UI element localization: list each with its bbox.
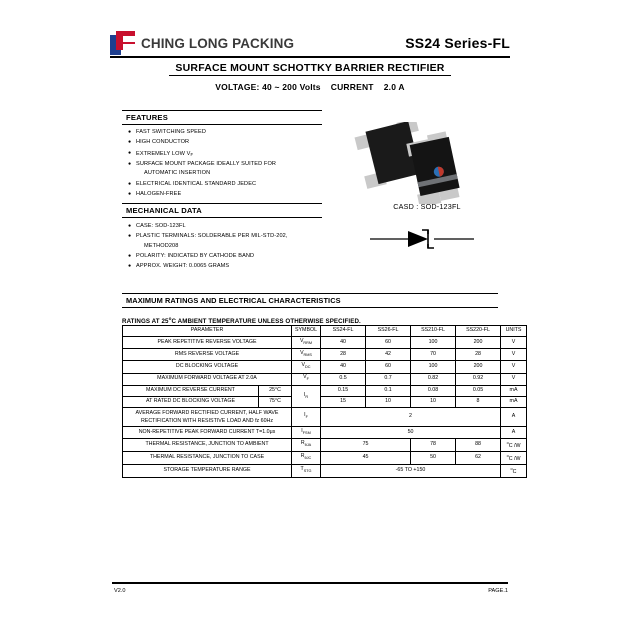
row-unit: mA [501, 385, 527, 396]
row-symbol [292, 361, 321, 373]
col-ss26: SS26-FL [366, 326, 411, 337]
feature-text-line2: AUTOMATIC INSERTION [144, 170, 211, 177]
row-value: 40 [321, 361, 366, 373]
symbol-base: I [303, 391, 306, 398]
row-symbol [292, 336, 321, 348]
header-divider [110, 56, 510, 58]
features-list [128, 128, 348, 201]
symbol-base: R [300, 440, 305, 447]
symbol-base: R [300, 453, 305, 460]
mechanical-text: APPROX. WEIGHT: 0.0065 GRAMS [136, 263, 230, 270]
row-unit [501, 464, 527, 477]
symbol-sub: θJA [304, 443, 312, 448]
list-item [128, 190, 348, 199]
current-label: CURRENT [330, 82, 374, 92]
unit-degree: o [506, 453, 509, 458]
symbol-sub: DC [305, 365, 311, 370]
row-value: 10 [411, 396, 456, 407]
row-value: 0.15 [321, 385, 366, 396]
bullet-icon: ● [128, 149, 132, 156]
list-item [128, 252, 348, 261]
symbol-base: V [301, 362, 305, 369]
row-parameter: STORAGE TEMPERATURE RANGE [123, 464, 292, 477]
row-value: 75 [321, 439, 411, 452]
row-symbol [292, 385, 321, 407]
symbol-base: V [299, 337, 304, 344]
feature-text-base: EXTREMELY LOW V [136, 150, 191, 157]
row-value: 200 [456, 336, 501, 348]
feature-text [136, 149, 348, 159]
document-version: V2.0 [114, 588, 126, 594]
bullet-icon: ● [128, 191, 132, 198]
unit-base: C [512, 468, 517, 475]
row-value: 42 [366, 349, 411, 361]
symbol-sub: F [306, 377, 309, 382]
bullet-icon: ● [128, 263, 132, 270]
document-subtitle [110, 82, 510, 92]
ratings-note-suffix: C AMBIENT TEMPERATURE UNLESS OTHERWISE SPECIFIED. [171, 318, 361, 326]
row-parameter: RMS REVERSE VOLTAGE [123, 349, 292, 361]
row-unit [501, 452, 527, 465]
row-parameter: AT RATED DC BLOCKING VOLTAGE [123, 396, 259, 407]
row-parameter: DC BLOCKING VOLTAGE [123, 361, 292, 373]
symbol-sub: θJC [304, 456, 312, 461]
row-parameter: THERMAL RESISTANCE, JUNCTION TO CASE [123, 452, 292, 465]
unit-degree: o [506, 440, 509, 445]
row-value: 0.82 [411, 373, 456, 385]
row-value: 0.08 [411, 385, 456, 396]
row-value: 200 [456, 361, 501, 373]
ratings-heading: MAXIMUM RATINGS AND ELECTRICAL CHARACTERISTICS [122, 293, 498, 308]
page-header [110, 27, 510, 59]
table-header-row [123, 326, 527, 337]
current-value: 2.0 A [383, 82, 405, 92]
row-value: 2 [321, 407, 501, 426]
symbol-sub: STG [303, 469, 312, 474]
symbol-base: T [300, 466, 304, 473]
row-value: 8 [456, 396, 501, 407]
table-row [123, 373, 527, 385]
col-parameter: PARAMETER [123, 326, 292, 337]
row-value: 60 [366, 336, 411, 348]
row-value: 0.5 [321, 373, 366, 385]
table-row [123, 439, 527, 452]
row-value: 0.05 [456, 385, 501, 396]
row-value: 100 [411, 361, 456, 373]
footer-divider [112, 582, 508, 584]
page-number: PAGE.1 [488, 588, 508, 594]
symbol-base: V [300, 350, 304, 356]
symbol-base: V [303, 374, 307, 381]
row-value: 70 [411, 349, 456, 361]
row-parameter-line2: RECTIFICATION WITH RESISTIVE LOAD AND fz 60Hz [140, 417, 274, 424]
mechanical-text-line1: PLASTIC TERMINALS: SOLDERABLE PER MIL-STD-202, [136, 233, 288, 240]
ratings-note-prefix: RATINGS AT 25 [122, 318, 169, 326]
list-item [128, 180, 348, 189]
row-unit: V [501, 349, 527, 361]
row-symbol [292, 426, 321, 438]
row-value: 78 [411, 439, 456, 452]
col-symbol: SYMBOL [292, 326, 321, 337]
company-logo-icon [110, 31, 136, 55]
table-row [123, 464, 527, 477]
list-item [128, 262, 348, 271]
mechanical-text: POLARITY: INDICATED BY CATHODE BAND [136, 252, 255, 259]
row-condition: 75°C [259, 396, 292, 407]
list-item [128, 128, 348, 137]
row-symbol [292, 349, 321, 361]
row-unit [501, 439, 527, 452]
package-caption: CASD : SOD-123FL [393, 202, 461, 211]
table-row [123, 361, 527, 373]
mechanical-text [136, 232, 348, 250]
col-ss220: SS220-FL [456, 326, 501, 337]
list-item [128, 160, 348, 178]
feature-text: HALOGEN-FREE [136, 191, 182, 198]
unit-degree: o [510, 466, 513, 471]
row-value: -65 TO +150 [321, 464, 501, 477]
schottky-diode-symbol-icon [368, 226, 478, 252]
feature-text-line1: SURFACE MOUNT PACKAGE IDEALLY SUITED FOR [136, 161, 277, 168]
brand-name: CHING LONG PACKING [141, 35, 295, 51]
row-value: 50 [321, 426, 501, 438]
row-unit: V [501, 336, 527, 348]
row-value: 50 [411, 452, 456, 465]
package-drawing-icon [352, 122, 502, 204]
row-value: 28 [456, 349, 501, 361]
row-parameter: MAXIMUM FORWARD VOLTAGE AT 2.0A [123, 373, 292, 385]
row-value: 10 [366, 396, 411, 407]
table-row [123, 452, 527, 465]
row-value: 60 [366, 361, 411, 373]
row-unit: mA [501, 396, 527, 407]
col-units: UNITS [501, 326, 527, 337]
mechanical-text: CASE: SOD-123FL [136, 223, 186, 229]
row-unit: V [501, 361, 527, 373]
brand [110, 31, 294, 55]
mechanical-text-line2: METHOD208 [144, 242, 179, 249]
feature-text: HIGH CONDUCTOR [136, 139, 190, 146]
feature-text [136, 160, 348, 178]
mechanical-data-list [128, 222, 348, 273]
row-symbol [292, 373, 321, 385]
table-row [123, 385, 527, 396]
row-value: 40 [321, 336, 366, 348]
bullet-icon: ● [128, 252, 132, 259]
bullet-icon: ● [128, 129, 132, 135]
feature-text-sub: F [190, 151, 194, 157]
ratings-table [122, 325, 527, 478]
row-value: 62 [456, 452, 501, 465]
table-row [123, 349, 527, 361]
row-parameter [123, 407, 292, 426]
symbol-sub: R [305, 394, 309, 399]
row-value: 100 [411, 336, 456, 348]
list-item [128, 138, 348, 147]
row-value: 88 [456, 439, 501, 452]
voltage-label: VOLTAGE: 40 ~ 200 Volts [215, 82, 321, 92]
document-title-text: SURFACE MOUNT SCHOTTKY BARRIER RECTIFIER [169, 62, 450, 76]
row-symbol [292, 464, 321, 477]
row-symbol [292, 439, 321, 452]
list-item [128, 232, 348, 250]
unit-base: C /W [508, 455, 521, 462]
bullet-icon: ● [128, 180, 132, 187]
symbol-sub: RRM [303, 340, 313, 345]
symbol-sub: F [305, 415, 308, 420]
symbol-base: I [304, 412, 306, 419]
bullet-icon: ● [128, 223, 132, 229]
row-unit: V [501, 373, 527, 385]
row-value: 0.92 [456, 373, 501, 385]
list-item [128, 222, 348, 231]
list-item [128, 149, 348, 159]
row-value: 45 [321, 452, 411, 465]
row-parameter: MAXIMUM DC REVERSE CURRENT [123, 385, 259, 396]
table-row [123, 336, 527, 348]
feature-text: FAST SWITCHING SPEED [136, 129, 206, 135]
symbol-sub: RMS [303, 353, 312, 358]
ratings-note [122, 316, 361, 325]
bullet-icon: ● [128, 161, 132, 168]
symbol-base: I [301, 427, 303, 434]
row-symbol [292, 407, 321, 426]
row-symbol [292, 452, 321, 465]
feature-text: ELECTRICAL IDENTICAL STANDARD JEDEC [136, 180, 257, 187]
row-condition: 25°C [259, 385, 292, 396]
col-ss210: SS210-FL [411, 326, 456, 337]
mechanical-data-heading: MECHANICAL DATA [122, 203, 322, 218]
col-ss24: SS24-FL [321, 326, 366, 337]
row-value: 0.1 [366, 385, 411, 396]
features-heading: FEATURES [122, 110, 322, 125]
row-value: 0.7 [366, 373, 411, 385]
document-title [110, 62, 510, 74]
ratings-note-degree: o [168, 316, 172, 321]
row-value: 15 [321, 396, 366, 407]
bullet-icon: ● [128, 233, 132, 240]
row-parameter: PEAK REPETITIVE REVERSE VOLTAGE [123, 336, 292, 348]
table-row [123, 396, 527, 407]
row-parameter: THERMAL RESISTANCE, JUNCTION TO AMBIENT [123, 439, 292, 452]
package-illustration [352, 122, 502, 204]
unit-base: C /W [508, 442, 521, 449]
part-title: SS24 Series-FL [405, 35, 510, 51]
symbol-sub: FSM [302, 430, 311, 435]
row-value: 28 [321, 349, 366, 361]
row-parameter-line1: AVERAGE FORWARD RECTIFIED CURRENT, HALF WAVE [135, 409, 279, 416]
row-unit: A [501, 426, 527, 438]
row-unit: A [501, 407, 527, 426]
row-parameter: NON-REPETITIVE PEAK FORWARD CURRENT T=1.0μs [123, 426, 292, 438]
table-row [123, 426, 527, 438]
bullet-icon: ● [128, 139, 132, 146]
